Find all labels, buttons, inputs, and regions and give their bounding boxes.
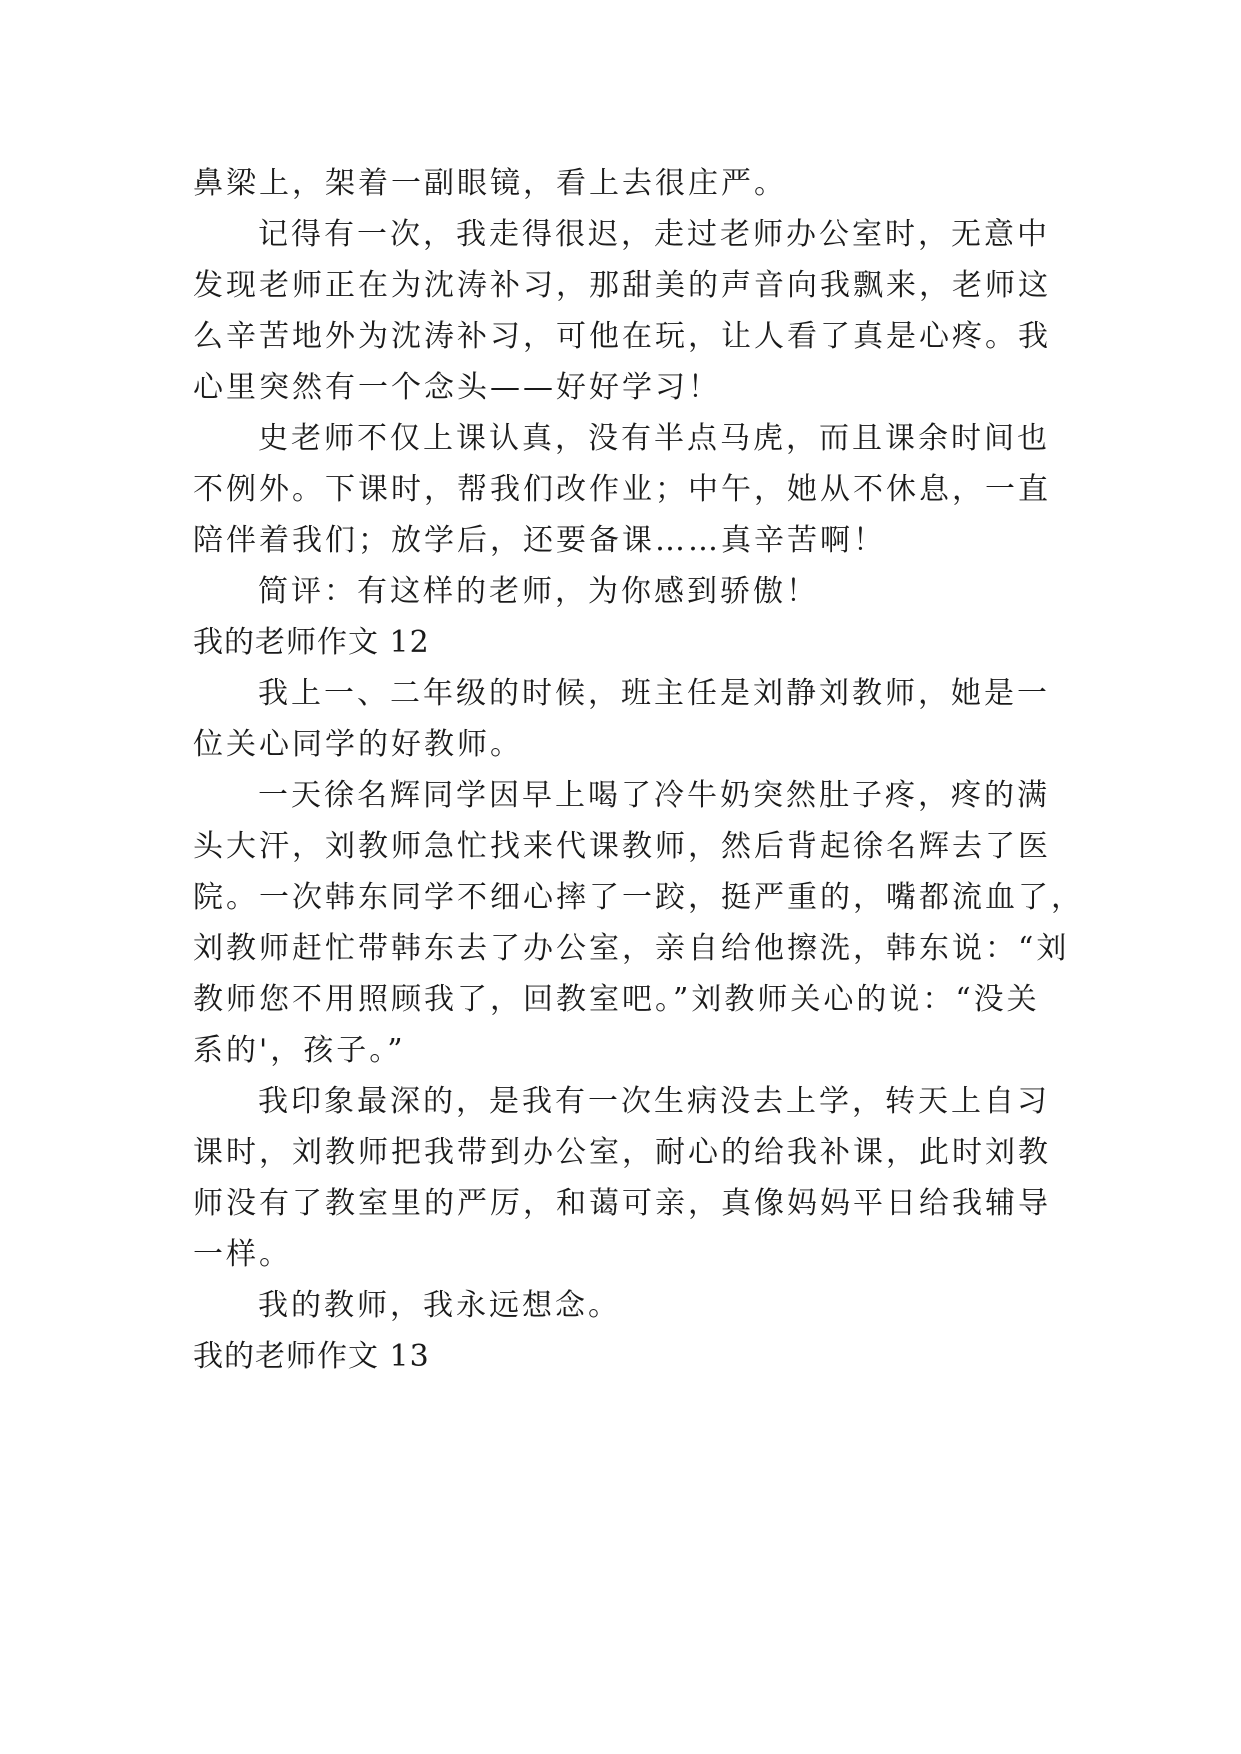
text-line: 不例外。下课时，帮我们改作业；中午，她从不休息，一直 <box>193 472 1051 507</box>
paragraph-start: 史老师不仅上课认真，没有半点马虎，而且课余时间也 <box>258 421 1050 456</box>
text-line: 头大汗，刘教师急忙找来代课教师，然后背起徐名辉去了医 <box>193 829 1051 864</box>
text-line: 发现老师正在为沈涛补习，那甜美的声音向我飘来，老师这 <box>193 268 1051 303</box>
text-line: 刘教师赶忙带韩东去了办公室，亲自给他擦洗，韩东说：“刘 <box>193 931 1070 966</box>
document-body <box>193 158 1084 1382</box>
paragraph-start: 记得有一次，我走得很迟，走过老师办公室时，无意中 <box>258 217 1050 252</box>
text-line: 一样。 <box>193 1237 292 1272</box>
text-line: 么辛苦地外为沈涛补习，可他在玩，让人看了真是心疼。我 <box>193 319 1051 354</box>
text-line: 鼻梁上，架着一副眼镜，看上去很庄严。 <box>193 166 787 201</box>
comment-line: 简评：有这样的老师，为你感到骄傲！ <box>258 574 819 609</box>
text-line: 心里突然有一个念头——好好学习！ <box>193 370 721 405</box>
paragraph-start: 我的教师，我永远想念。 <box>258 1288 621 1323</box>
text-line: 教师您不用照顾我了，回教室吧。”刘教师关心的说：“没关 <box>193 982 1040 1017</box>
text-line: 位关心同学的好教师。 <box>193 727 523 762</box>
essay-heading: 我的老师作文 12 <box>193 625 430 660</box>
text-line: 陪伴着我们；放学后，还要备课……真辛苦啊！ <box>193 523 886 558</box>
text-line: 院。一次韩东同学不细心摔了一跤，挺严重的，嘴都流血了， <box>193 880 1084 915</box>
essay-heading: 我的老师作文 13 <box>193 1339 430 1374</box>
text-line: 课时，刘教师把我带到办公室，耐心的给我补课，此时刘教 <box>193 1135 1051 1170</box>
text-line: 系的'，孩子。” <box>193 1033 406 1068</box>
paragraph-start: 我印象最深的，是我有一次生病没去上学，转天上自习 <box>258 1084 1050 1119</box>
text-line: 师没有了教室里的严厉，和蔼可亲，真像妈妈平日给我辅导 <box>193 1186 1051 1221</box>
paragraph-start: 一天徐名辉同学因早上喝了冷牛奶突然肚子疼，疼的满 <box>258 778 1050 813</box>
paragraph-start: 我上一、二年级的时候，班主任是刘静刘教师，她是一 <box>258 676 1050 711</box>
